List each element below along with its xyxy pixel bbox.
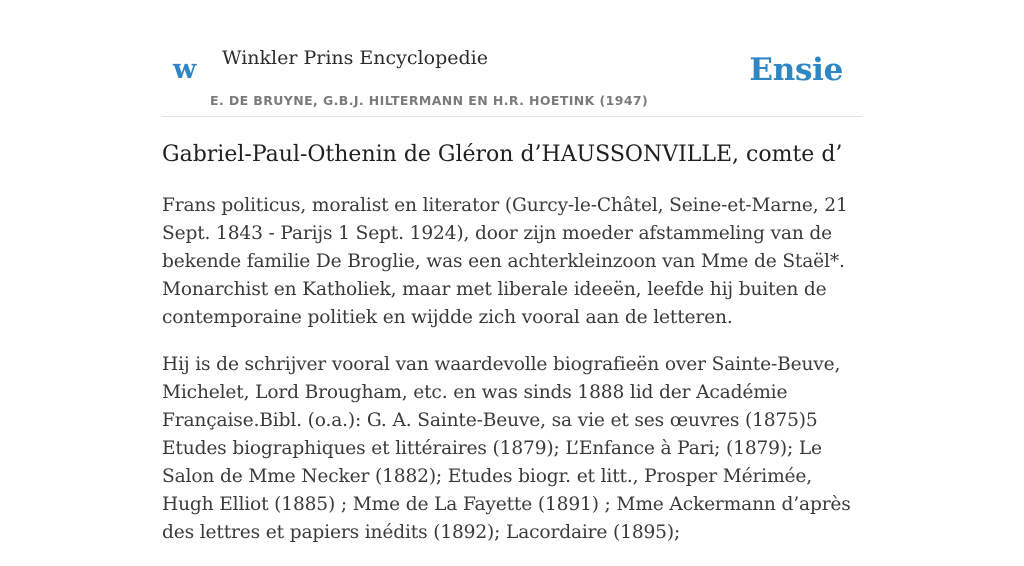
winkler-prins-logo[interactable]: w xyxy=(173,54,197,85)
ensie-logo[interactable]: Ensie xyxy=(749,52,843,88)
article-body xyxy=(162,192,862,566)
publication-title[interactable]: Winkler Prins Encyclopedie xyxy=(222,47,488,69)
publication-header xyxy=(162,0,862,117)
article-title: Gabriel-Paul-Othenin de Gléron d’HAUSSONVILLE, comte d’ xyxy=(162,142,843,167)
article-paragraph-2: Hij is de schrijver vooral van waardevolle biografieën over Sainte-Beuve, Michelet, Lord Brougham, etc. en was sinds 1888 lid der Académie Française.Bibl. (o.a.): G. A. Sainte-Beuve, sa vie et ses œuvres (1875)5 Etudes biographiques et littéraires (1879); L’Enfance à Pari; (1879); Le Salon de Mme Necker (1882); Etudes biogr. et litt., Prosper Mérimée, Hugh Elliot (1885) ; Mme de La Fayette (1891) ; Mme Ackermann d’après des lettres et papiers inédits (1892); Lacordaire (1895); xyxy=(162,354,851,543)
article-paragraph-1: Frans politicus, moralist en literator (Gurcy-le-Châtel, Seine-et-Marne, 21 Sept. 1843 - Parijs 1 Sept. 1924), door zijn moeder afstammeling van de bekende familie De Broglie, was een achterkleinzoon van Mme de Staël*. Monarchist en Katholiek, maar met liberale ideeën, leefde hij buiten de contemporaine politiek en wijdde zich vooral aan de letteren. xyxy=(162,195,848,328)
publication-authors: E. DE BRUYNE, G.B.J. HILTERMANN EN H.R. HOETINK (1947) xyxy=(210,93,649,108)
